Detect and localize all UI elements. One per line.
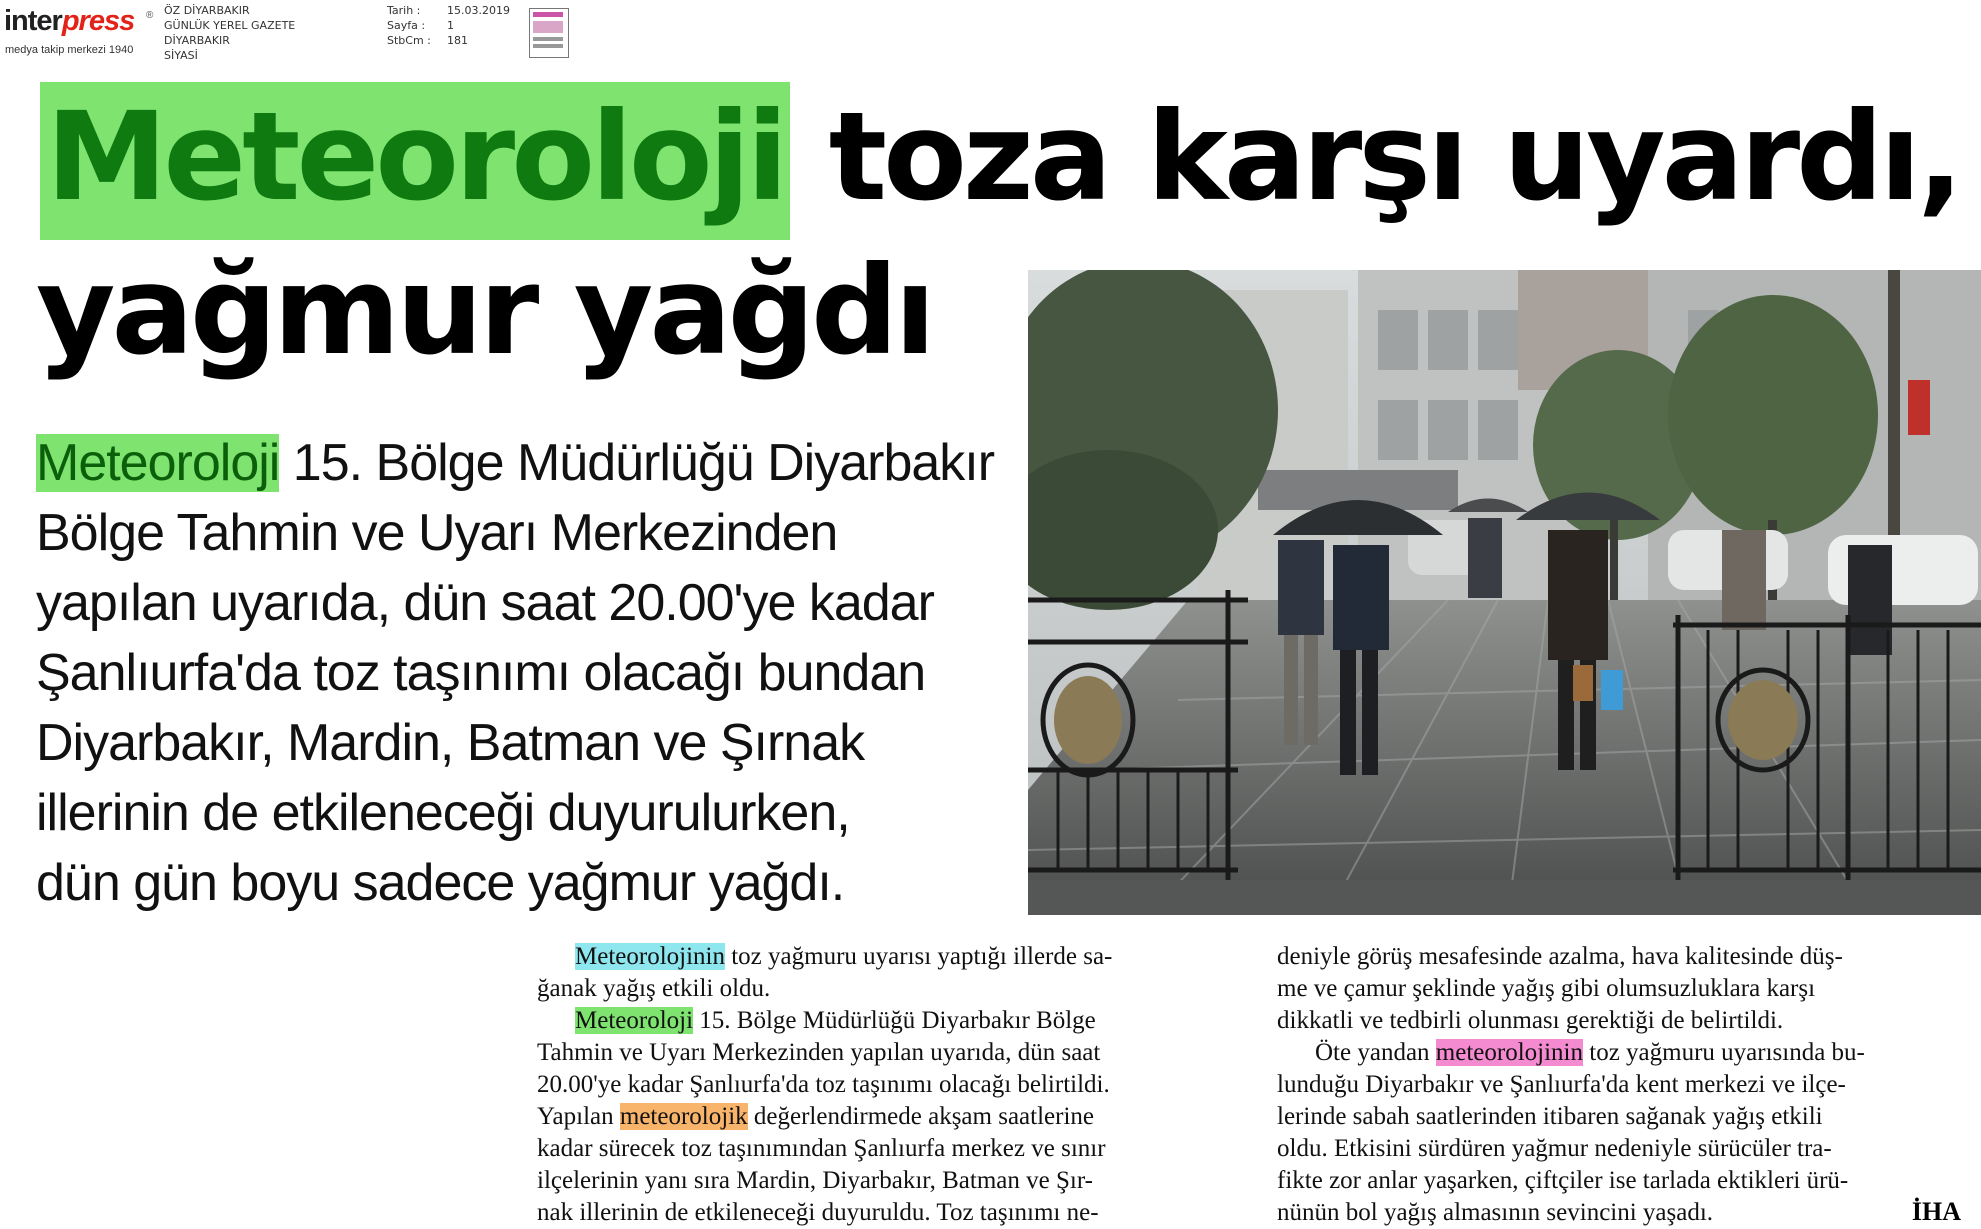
lead-line: illerinin de etkileneceği duyurulurken, xyxy=(36,784,850,842)
date-label: Tarih : xyxy=(387,4,421,17)
body-text: toz yağmuru uyarısı yaptığı illerde sa- xyxy=(724,943,1113,970)
body-line: Tahmin ve Uyarı Merkezinden yapılan uyarıda, dün saat xyxy=(537,1039,1101,1066)
headline-highlight: Meteoroloji xyxy=(40,82,790,240)
logo-press: press xyxy=(61,5,135,37)
headline-line-1 xyxy=(40,86,1960,228)
body-line: ğanak yağış etkili oldu. xyxy=(537,975,771,1002)
stbcm-value: 181 xyxy=(447,34,468,47)
body-text: Öte yandan xyxy=(1315,1039,1436,1066)
body-line xyxy=(1277,1037,1981,1069)
body-line: ilçelerinin yanı sıra Mardin, Diyarbakır, Batman ve Şır- xyxy=(537,1167,1093,1194)
body-column-2 xyxy=(1277,941,1981,1229)
lead-line: Diyarbakır, Mardin, Batman ve Şırnak xyxy=(36,714,865,772)
lead-line: yapılan uyarıda, dün saat 20.00'ye kadar xyxy=(36,574,934,632)
logo-registered-mark: ® xyxy=(146,10,154,21)
body-line xyxy=(537,1101,1237,1133)
page-value: 1 xyxy=(447,19,454,32)
body-line: me ve çamur şeklinde yağış gibi olumsuzluklara karşı xyxy=(1277,975,1816,1002)
body-line: oldu. Etkisini sürdüren yağmur nedeniyle sürücüler tra- xyxy=(1277,1135,1832,1162)
highlight-meteoroloji: Meteoroloji xyxy=(575,1007,694,1034)
lead-paragraph xyxy=(36,428,1001,918)
body-line xyxy=(537,1005,1237,1037)
highlight-meteorolojinin: Meteorolojinin xyxy=(575,943,725,970)
body-line: fikte zor anlar yaşarken, çiftçiler ise tarlada ektikleri ürü- xyxy=(1277,1167,1849,1194)
publication-name: ÖZ DİYARBAKIR xyxy=(164,4,250,17)
lead-line: Şanlıurfa'da toz taşınımı olacağı bundan xyxy=(36,644,926,702)
body-line: deniyle görüş mesafesinde azalma, hava kalitesinde düş- xyxy=(1277,943,1843,970)
highlight-meteorolojinin-2: meteorolojinin xyxy=(1435,1039,1583,1066)
body-line xyxy=(537,941,1237,973)
publication-info xyxy=(164,3,295,63)
publication-type: GÜNLÜK YEREL GAZETE xyxy=(164,19,296,32)
page-label: Sayfa : xyxy=(387,19,426,32)
interpress-logo xyxy=(4,4,156,60)
lead-highlight: Meteoroloji xyxy=(36,434,280,492)
body-line: 20.00'ye kadar Şanlıurfa'da toz taşınımı olacağı belirtildi. xyxy=(537,1071,1110,1098)
body-line: lunduğu Diyarbakır ve Şanlıurfa'da kent merkezi ve ilçe- xyxy=(1277,1071,1846,1098)
body-line: dikkatli ve tedbirli olunması gerektiği de belirtildi. xyxy=(1277,1007,1784,1034)
logo-wordmark xyxy=(4,4,134,38)
date-value: 15.03.2019 xyxy=(447,4,510,17)
body-text: Yapılan xyxy=(537,1103,620,1130)
lead-line: Bölge Tahmin ve Uyarı Merkezinden xyxy=(36,504,838,562)
lead-line-1-rest: 15. Bölge Müdürlüğü Diyarbakır xyxy=(279,434,995,492)
body-line: lerinde sabah saatlerinden itibaren sağanak yağış etkili xyxy=(1277,1103,1823,1130)
body-text: değerlendirmede akşam saatlerine xyxy=(747,1103,1095,1130)
meta-values xyxy=(447,3,510,48)
headline-line-2: yağmur yağdı xyxy=(36,240,933,382)
logo-inter: inter xyxy=(4,5,62,37)
body-column-1 xyxy=(537,941,1237,1229)
meta-labels xyxy=(387,3,431,48)
body-text: 15. Bölge Müdürlüğü Diyarbakır Bölge xyxy=(693,1007,1096,1034)
body-text: toz yağmuru uyarısında bu- xyxy=(1583,1039,1865,1066)
news-photo-rainy-street xyxy=(1028,270,1981,915)
body-line: kadar sürecek toz taşınımından Şanlıurfa merkez ve sınır xyxy=(537,1135,1106,1162)
publication-category: SİYASİ xyxy=(164,49,198,62)
logo-tagline: medya takip merkezi 1940 xyxy=(5,44,134,56)
stbcm-label: StbCm : xyxy=(387,34,431,47)
agency-credit: İHA xyxy=(1911,1197,1961,1226)
body-line: nak illerinin de etkileneceği duyuruldu. Toz taşınımı ne- xyxy=(537,1199,1099,1226)
highlight-meteorolojik: meteorolojik xyxy=(619,1103,748,1130)
headline-line-1-rest: toza karşı uyardı, xyxy=(790,86,1960,228)
page-thumbnail[interactable] xyxy=(529,8,569,58)
body-line: nünün bol yağış almasının sevincini yaşadı. xyxy=(1277,1199,1714,1226)
lead-line: dün gün boyu sadece yağmur yağdı. xyxy=(36,854,845,912)
publication-city: DİYARBAKIR xyxy=(164,34,230,47)
lead-line-1 xyxy=(36,428,1001,498)
